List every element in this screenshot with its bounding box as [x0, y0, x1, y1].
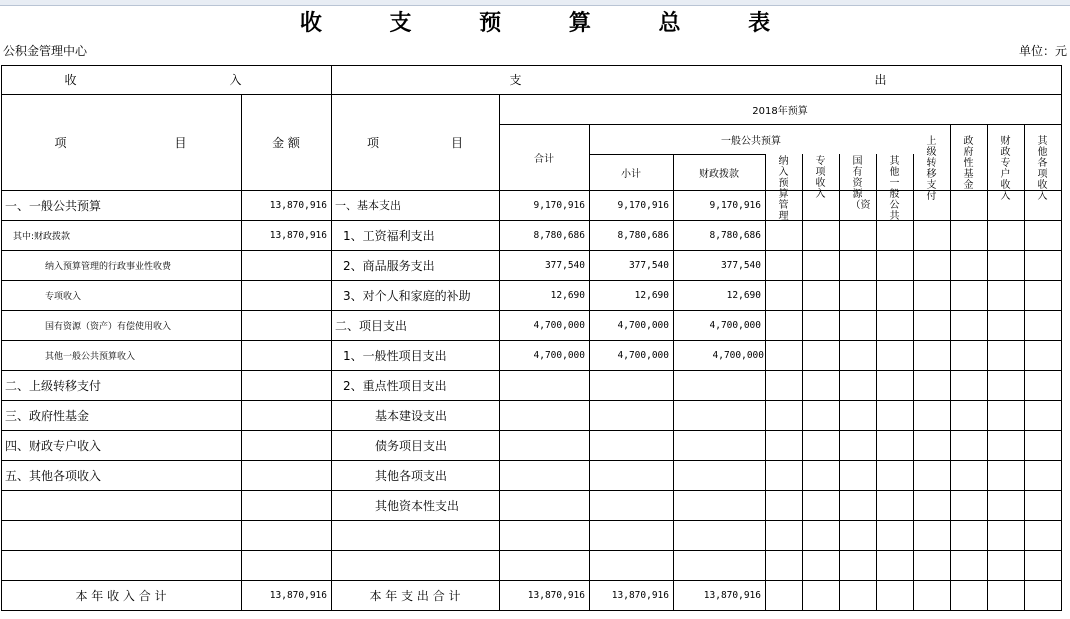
subtotal-cell[interactable] — [589, 550, 673, 580]
expend-item-cell[interactable]: 二、项目支出 — [335, 318, 408, 333]
income-amount-cell[interactable]: 13,870,916 — [269, 229, 327, 241]
fiscal-allocation-cell[interactable] — [673, 490, 765, 520]
subtotal-cell[interactable] — [589, 490, 673, 520]
income-amount-cell[interactable] — [241, 280, 331, 310]
empty-budget-cell[interactable] — [913, 220, 950, 250]
empty-budget-cell[interactable] — [987, 280, 1024, 310]
empty-budget-cell[interactable] — [802, 520, 839, 550]
empty-budget-cell[interactable] — [1024, 310, 1061, 340]
empty-budget-cell[interactable] — [1024, 520, 1061, 550]
fiscal-special-column-header-text: 财政专户收入 — [1000, 136, 1011, 202]
fiscal-allocation-cell[interactable] — [673, 460, 765, 490]
empty-budget-cell[interactable] — [802, 400, 839, 430]
empty-budget-cell[interactable] — [950, 370, 987, 400]
empty-budget-cell[interactable] — [765, 550, 802, 580]
total-cell[interactable] — [499, 520, 589, 550]
empty-budget-cell[interactable] — [913, 460, 950, 490]
expend-item-cell[interactable]: 2、商品服务支出 — [343, 258, 435, 273]
subtotal-cell[interactable]: 9,170,916 — [617, 199, 669, 211]
other-general-column-header — [876, 154, 913, 222]
empty-budget-cell[interactable] — [802, 460, 839, 490]
empty-budget-cell[interactable] — [987, 340, 1024, 370]
empty-budget-cell[interactable] — [987, 400, 1024, 430]
fiscal-allocation-cell[interactable] — [673, 400, 765, 430]
empty-budget-cell[interactable] — [913, 250, 950, 280]
upper-transfer-column-header — [913, 134, 950, 202]
page-title: 收 支 预 算 总 表 — [299, 10, 801, 36]
income-amount-cell[interactable] — [241, 550, 331, 580]
empty-budget-cell[interactable] — [839, 460, 876, 490]
income-item-cell[interactable]: 三、政府性基金 — [5, 408, 90, 423]
total-cell[interactable] — [499, 550, 589, 580]
empty-budget-cell[interactable] — [765, 400, 802, 430]
organization-name: 公积金管理中心 — [3, 44, 88, 58]
empty-total-cell[interactable] — [950, 580, 987, 610]
empty-budget-cell[interactable] — [839, 520, 876, 550]
budget-year-header: 2018年预算 — [752, 105, 808, 117]
empty-budget-cell[interactable] — [839, 310, 876, 340]
empty-budget-cell[interactable] — [876, 520, 913, 550]
expend-item-cell[interactable]: 1、一般性项目支出 — [343, 348, 447, 363]
empty-budget-cell[interactable] — [913, 340, 950, 370]
income-amount-cell[interactable] — [241, 370, 331, 400]
empty-budget-cell[interactable] — [876, 190, 913, 220]
income-item-cell[interactable]: 四、财政专户收入 — [5, 438, 102, 453]
empty-budget-cell[interactable] — [876, 430, 913, 460]
expend-item-header-left: 项 — [366, 135, 379, 150]
total-cell[interactable] — [499, 400, 589, 430]
empty-budget-cell[interactable] — [913, 190, 950, 220]
income-total-label: 本 年 收 入 合 计 — [75, 588, 167, 603]
empty-budget-cell[interactable] — [765, 460, 802, 490]
expend-item-cell[interactable]: 2、重点性项目支出 — [343, 378, 447, 393]
empty-budget-cell[interactable] — [802, 340, 839, 370]
managed-revenue-column-header — [765, 154, 802, 222]
fiscal-allocation-column-header: 财政拨款 — [699, 168, 739, 180]
fiscal-allocation-cell[interactable] — [673, 430, 765, 460]
total-cell[interactable]: 9,170,916 — [533, 199, 585, 211]
special-revenue-column-header — [802, 154, 839, 200]
income-amount-cell[interactable] — [241, 310, 331, 340]
empty-budget-cell[interactable] — [839, 280, 876, 310]
empty-budget-cell[interactable] — [950, 520, 987, 550]
empty-budget-cell[interactable] — [876, 400, 913, 430]
empty-budget-cell[interactable] — [913, 400, 950, 430]
empty-budget-cell[interactable] — [913, 280, 950, 310]
subtotal-cell[interactable] — [589, 460, 673, 490]
empty-budget-cell[interactable] — [1024, 220, 1061, 250]
income-amount-cell[interactable] — [241, 340, 331, 370]
income-amount-cell[interactable] — [241, 430, 331, 460]
income-item-cell[interactable]: 其他一般公共预算收入 — [45, 351, 136, 362]
empty-budget-cell[interactable] — [950, 400, 987, 430]
gov-fund-column-header-text: 政府性基金 — [963, 136, 974, 191]
subtotal-cell[interactable]: 4,700,000 — [617, 319, 669, 331]
expend-header-left: 支 — [509, 73, 522, 87]
income-header-left: 收 — [64, 73, 77, 87]
expend-item-cell[interactable]: 一、基本支出 — [335, 199, 401, 212]
expend-item-cell[interactable]: 3、对个人和家庭的补助 — [343, 288, 471, 303]
income-item-cell[interactable] — [1, 550, 241, 580]
empty-budget-cell[interactable] — [987, 550, 1024, 580]
special-revenue-column-header-text: 专项收入 — [815, 156, 826, 200]
empty-budget-cell[interactable] — [765, 190, 802, 220]
empty-budget-cell[interactable] — [802, 220, 839, 250]
subtotal-column-header: 小计 — [621, 168, 641, 180]
fiscal-allocation-cell[interactable] — [673, 520, 765, 550]
empty-budget-cell[interactable] — [802, 430, 839, 460]
empty-budget-cell[interactable] — [765, 520, 802, 550]
empty-budget-cell[interactable] — [802, 190, 839, 220]
income-item-header-left: 项 — [54, 135, 67, 150]
empty-budget-cell[interactable] — [1024, 370, 1061, 400]
empty-budget-cell[interactable] — [839, 250, 876, 280]
other-income-column-header-text: 其他各项收入 — [1037, 136, 1048, 202]
empty-total-cell[interactable] — [1024, 580, 1061, 610]
income-amount-cell[interactable] — [241, 520, 331, 550]
empty-budget-cell[interactable] — [765, 280, 802, 310]
other-general-column-header-text: 其他一般公共 — [889, 156, 900, 222]
empty-budget-cell[interactable] — [987, 460, 1024, 490]
empty-budget-cell[interactable] — [950, 550, 987, 580]
empty-budget-cell[interactable] — [950, 220, 987, 250]
empty-budget-cell[interactable] — [987, 190, 1024, 220]
subtotal-cell[interactable] — [589, 520, 673, 550]
general-budget-header: 一般公共预算 — [721, 135, 781, 147]
fiscal-allocation-cell[interactable]: 377,540 — [720, 259, 761, 271]
empty-total-cell[interactable] — [876, 580, 913, 610]
income-item-cell[interactable]: 五、其他各项收入 — [5, 468, 102, 483]
empty-budget-cell[interactable] — [876, 310, 913, 340]
total-cell[interactable]: 4,700,000 — [533, 349, 585, 361]
empty-budget-cell[interactable] — [1024, 460, 1061, 490]
total-cell[interactable] — [499, 370, 589, 400]
empty-budget-cell[interactable] — [876, 220, 913, 250]
total-cell[interactable]: 8,780,686 — [533, 229, 585, 241]
income-item-cell[interactable]: 其中:财政拨款 — [13, 231, 71, 242]
total-cell[interactable]: 4,700,000 — [533, 319, 585, 331]
empty-budget-cell[interactable] — [765, 490, 802, 520]
empty-budget-cell[interactable] — [913, 550, 950, 580]
total-cell[interactable]: 377,540 — [544, 259, 585, 271]
empty-budget-cell[interactable] — [1024, 490, 1061, 520]
empty-budget-cell[interactable] — [987, 370, 1024, 400]
empty-budget-cell[interactable] — [839, 490, 876, 520]
empty-budget-cell[interactable] — [839, 370, 876, 400]
empty-budget-cell[interactable] — [987, 310, 1024, 340]
empty-budget-cell[interactable] — [950, 250, 987, 280]
empty-budget-cell[interactable] — [1024, 190, 1061, 220]
empty-budget-cell[interactable] — [1024, 280, 1061, 310]
other-income-column-header — [1024, 134, 1061, 202]
empty-budget-cell[interactable] — [876, 370, 913, 400]
empty-budget-cell[interactable] — [1024, 250, 1061, 280]
expend-total-label: 本 年 支 出 合 计 — [369, 588, 461, 603]
empty-budget-cell[interactable] — [839, 400, 876, 430]
income-amount-cell[interactable]: 13,870,916 — [269, 199, 327, 211]
fiscal-allocation-cell[interactable]: 12,690 — [726, 289, 761, 301]
income-amount-cell[interactable] — [241, 400, 331, 430]
empty-budget-cell[interactable] — [950, 460, 987, 490]
income-amount-cell[interactable] — [241, 250, 331, 280]
empty-budget-cell[interactable] — [987, 430, 1024, 460]
empty-budget-cell[interactable] — [802, 310, 839, 340]
empty-budget-cell[interactable] — [802, 550, 839, 580]
empty-budget-cell[interactable] — [839, 550, 876, 580]
subtotal-cell[interactable] — [589, 400, 673, 430]
empty-budget-cell[interactable] — [950, 340, 987, 370]
empty-budget-cell[interactable] — [913, 430, 950, 460]
subtotal-cell[interactable]: 377,540 — [628, 259, 669, 271]
empty-budget-cell[interactable] — [839, 340, 876, 370]
fiscal-allocation-cell[interactable] — [673, 550, 765, 580]
subtotal-cell[interactable]: 12,690 — [634, 289, 669, 301]
empty-budget-cell[interactable] — [765, 220, 802, 250]
empty-budget-cell[interactable] — [765, 430, 802, 460]
income-amount-cell[interactable] — [241, 490, 331, 520]
income-item-header-right: 目 — [174, 135, 187, 150]
expend-item-header-right: 目 — [450, 135, 463, 150]
subtotal-cell[interactable] — [589, 430, 673, 460]
empty-budget-cell[interactable] — [1024, 430, 1061, 460]
empty-budget-cell[interactable] — [987, 250, 1024, 280]
total-cell[interactable] — [499, 430, 589, 460]
empty-budget-cell[interactable] — [876, 490, 913, 520]
empty-budget-cell[interactable] — [765, 310, 802, 340]
income-item-cell[interactable]: 国有资源（资产）有偿使用收入 — [45, 321, 172, 332]
fiscal-allocation-cell[interactable]: 8,780,686 — [709, 229, 761, 241]
empty-budget-cell[interactable] — [802, 490, 839, 520]
income-item-cell[interactable]: 专项收入 — [45, 291, 82, 302]
expend-fiscal-cell[interactable]: 13,870,916 — [703, 589, 761, 601]
empty-budget-cell[interactable] — [950, 430, 987, 460]
state-assets-column-header — [839, 154, 876, 211]
empty-budget-cell[interactable] — [913, 310, 950, 340]
expend-subtotal-cell[interactable]: 13,870,916 — [611, 589, 669, 601]
empty-budget-cell[interactable] — [876, 280, 913, 310]
empty-budget-cell[interactable] — [987, 220, 1024, 250]
income-item-cell[interactable]: 纳入预算管理的行政事业性收费 — [45, 261, 172, 272]
empty-total-cell[interactable] — [987, 580, 1024, 610]
fiscal-allocation-cell[interactable]: 4,700,000 — [712, 349, 764, 361]
fiscal-allocation-cell[interactable] — [673, 370, 765, 400]
empty-budget-cell[interactable] — [987, 490, 1024, 520]
total-cell[interactable] — [499, 490, 589, 520]
fiscal-allocation-cell[interactable]: 9,170,916 — [709, 199, 761, 211]
empty-total-cell[interactable] — [765, 580, 802, 610]
income-item-cell[interactable]: 二、上级转移支付 — [5, 378, 102, 393]
total-cell[interactable] — [499, 460, 589, 490]
income-item-cell[interactable] — [1, 490, 241, 520]
unit-label: 单位：元 — [1018, 44, 1067, 58]
fiscal-special-column-header — [987, 134, 1024, 202]
upper-transfer-column-header-text: 上级转移支付 — [926, 136, 937, 202]
empty-budget-cell[interactable] — [765, 340, 802, 370]
fiscal-allocation-cell[interactable]: 4,700,000 — [709, 319, 761, 331]
empty-budget-cell[interactable] — [802, 280, 839, 310]
income-total-amount[interactable]: 13,870,916 — [269, 589, 327, 601]
empty-budget-cell[interactable] — [1024, 400, 1061, 430]
empty-budget-cell[interactable] — [913, 490, 950, 520]
expend-item-cell[interactable]: 其他资本性支出 — [375, 498, 460, 513]
subtotal-cell[interactable] — [589, 370, 673, 400]
empty-total-cell[interactable] — [839, 580, 876, 610]
empty-budget-cell[interactable] — [839, 220, 876, 250]
income-item-cell[interactable] — [1, 520, 241, 550]
gov-fund-column-header — [950, 134, 987, 190]
row-rule — [1, 610, 1062, 611]
expend-item-cell[interactable]: 债务项目支出 — [375, 438, 448, 453]
amount-header: 金 额 — [272, 135, 300, 150]
table-right-border — [1061, 65, 1062, 611]
empty-budget-cell[interactable] — [987, 520, 1024, 550]
total-column-header: 合计 — [534, 153, 554, 165]
expend-item-cell[interactable] — [331, 550, 499, 580]
managed-revenue-column-header-text: 纳入预算管理 — [778, 156, 789, 222]
expend-item-cell[interactable]: 基本建设支出 — [375, 408, 448, 423]
income-amount-cell[interactable] — [241, 460, 331, 490]
empty-budget-cell[interactable] — [802, 370, 839, 400]
empty-budget-cell[interactable] — [913, 370, 950, 400]
expend-item-cell[interactable]: 1、工资福利支出 — [343, 228, 435, 243]
empty-budget-cell[interactable] — [839, 190, 876, 220]
empty-budget-cell[interactable] — [876, 550, 913, 580]
empty-budget-cell[interactable] — [839, 430, 876, 460]
empty-budget-cell[interactable] — [765, 370, 802, 400]
total-cell[interactable]: 12,690 — [550, 289, 585, 301]
empty-budget-cell[interactable] — [950, 190, 987, 220]
empty-budget-cell[interactable] — [950, 490, 987, 520]
empty-total-cell[interactable] — [913, 580, 950, 610]
empty-budget-cell[interactable] — [876, 250, 913, 280]
state-assets-column-header-text: 国有资源（资 — [850, 156, 871, 211]
empty-budget-cell[interactable] — [876, 340, 913, 370]
empty-budget-cell[interactable] — [765, 250, 802, 280]
expend-item-cell[interactable]: 其他各项支出 — [375, 468, 448, 483]
empty-budget-cell[interactable] — [913, 520, 950, 550]
subtotal-cell[interactable]: 8,780,686 — [617, 229, 669, 241]
empty-budget-cell[interactable] — [802, 250, 839, 280]
empty-budget-cell[interactable] — [950, 280, 987, 310]
empty-budget-cell[interactable] — [1024, 340, 1061, 370]
income-header-right: 入 — [229, 73, 242, 87]
expend-item-cell[interactable] — [331, 520, 499, 550]
empty-budget-cell[interactable] — [950, 310, 987, 340]
subtotal-cell[interactable]: 4,700,000 — [617, 349, 669, 361]
empty-budget-cell[interactable] — [876, 460, 913, 490]
empty-budget-cell[interactable] — [1024, 550, 1061, 580]
empty-total-cell[interactable] — [802, 580, 839, 610]
expend-header-right: 出 — [874, 73, 887, 87]
income-item-cell[interactable]: 一、一般公共预算 — [5, 198, 102, 213]
expend-total-cell[interactable]: 13,870,916 — [527, 589, 585, 601]
